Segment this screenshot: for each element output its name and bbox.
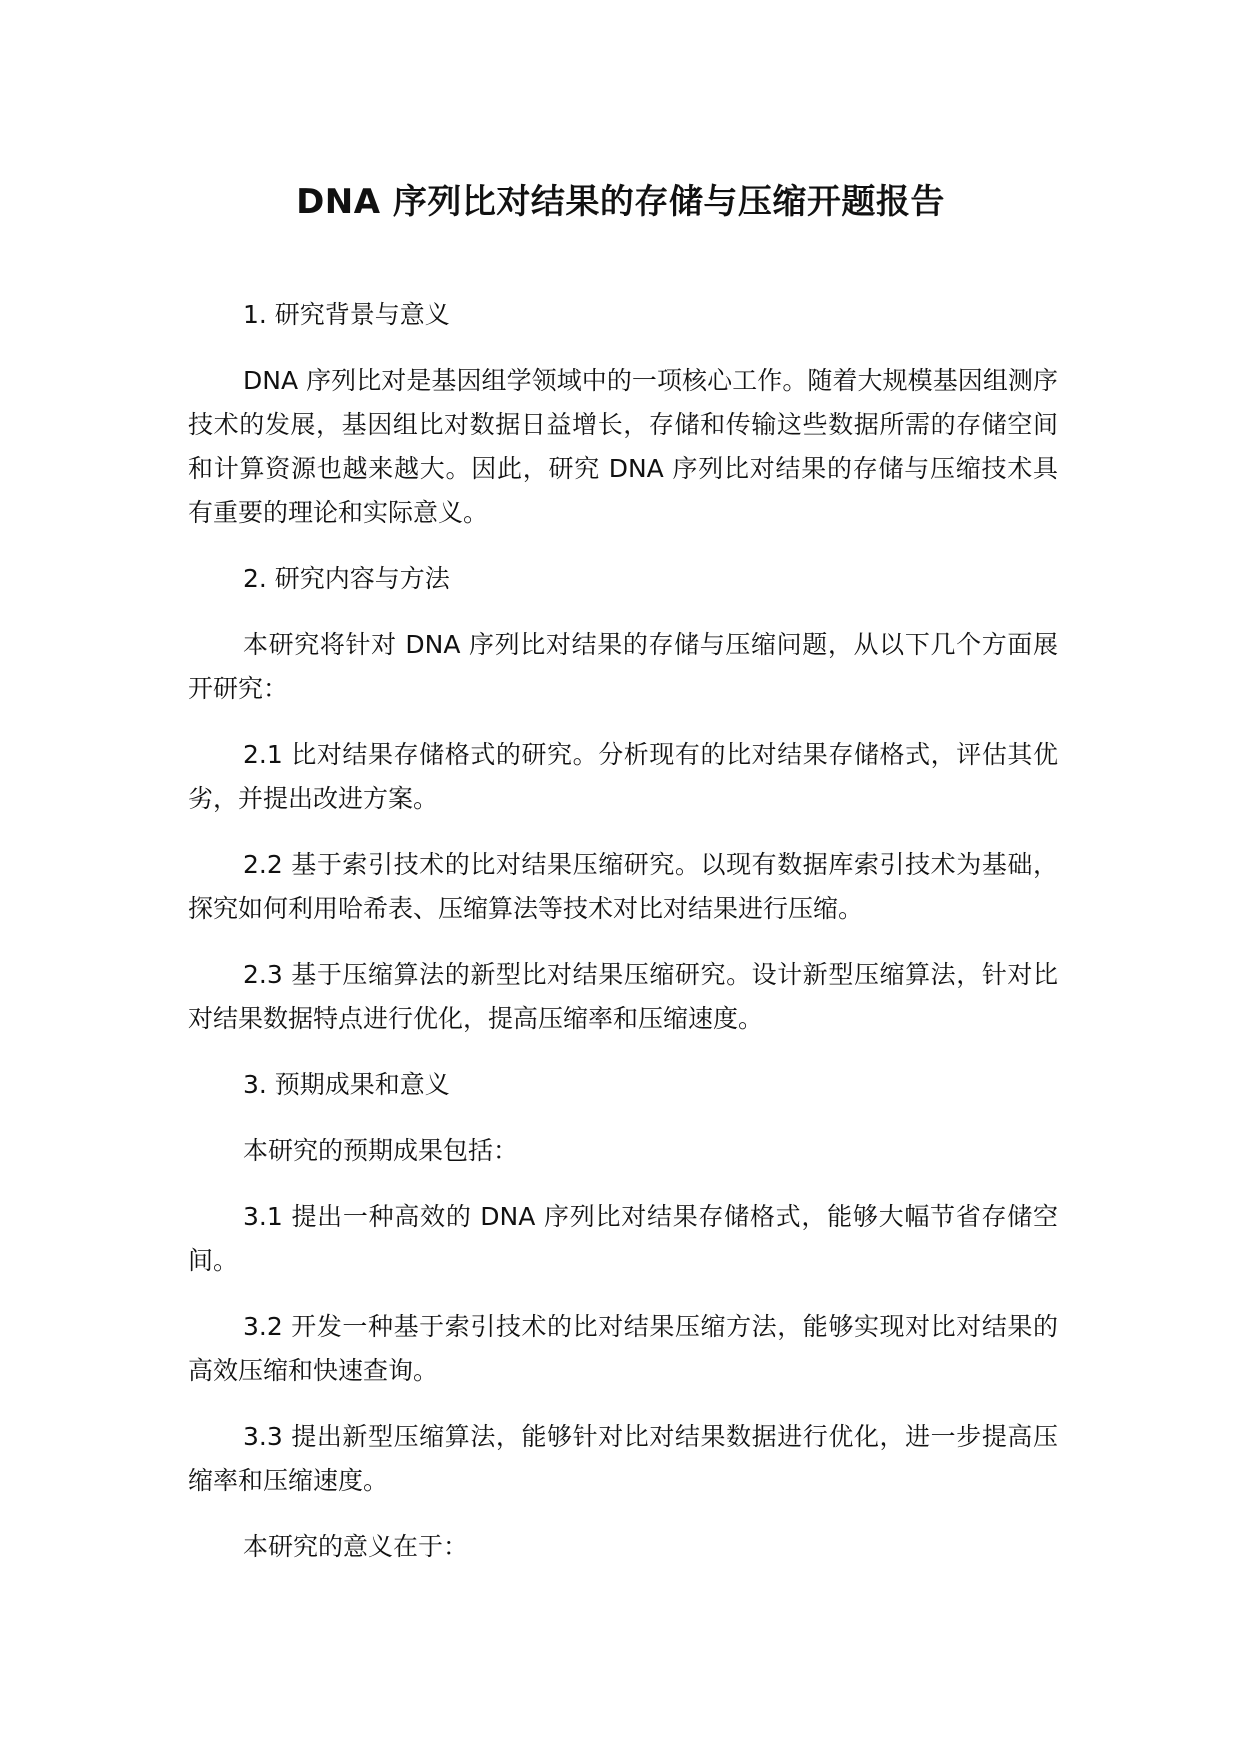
paragraph-significance-intro: 本研究的意义在于：	[243, 1532, 469, 1561]
paragraph-research-intro: 本研究将针对 DNA 序列比对结果的存储与压缩问题，从以下几个方面展开研究：	[188, 630, 1058, 703]
section-heading-1: 1. 研究背景与意义	[243, 300, 450, 329]
paragraph-background: DNA 序列比对是基因组学领域中的一项核心工作。随着大规模基因组测序技术的发展，基因组比对数据日益增长，存储和传输这些数据所需的存储空间和计算资源也越来越大。因此，研究 DNA 序列比对结果的存储与压缩技术具有重要的理论和实际意义。	[188, 366, 1058, 527]
paragraph-item-2-1: 2.1 比对结果存储格式的研究。分析现有的比对结果存储格式，评估其优劣，并提出改进方案。	[188, 740, 1058, 813]
paragraph-item-3-2: 3.2 开发一种基于索引技术的比对结果压缩方法，能够实现对比对结果的高效压缩和快速查询。	[188, 1312, 1058, 1385]
document-title: DNA 序列比对结果的存储与压缩开题报告	[296, 182, 945, 222]
paragraph-item-2-3: 2.3 基于压缩算法的新型比对结果压缩研究。设计新型压缩算法，针对比对结果数据特点进行优化，提高压缩率和压缩速度。	[188, 960, 1058, 1033]
paragraph-item-3-3: 3.3 提出新型压缩算法，能够针对比对结果数据进行优化，进一步提高压缩率和压缩速度。	[188, 1422, 1058, 1495]
document-body	[188, 293, 1058, 1591]
paragraph-expected-intro: 本研究的预期成果包括：	[243, 1136, 519, 1165]
paragraph-item-3-1: 3.1 提出一种高效的 DNA 序列比对结果存储格式，能够大幅节省存储空间。	[188, 1202, 1058, 1275]
paragraph-item-2-2: 2.2 基于索引技术的比对结果压缩研究。以现有数据库索引技术为基础，探究如何利用哈希表、压缩算法等技术对比对结果进行压缩。	[188, 850, 1058, 923]
section-heading-2: 2. 研究内容与方法	[243, 564, 450, 593]
section-heading-3: 3. 预期成果和意义	[243, 1070, 450, 1099]
